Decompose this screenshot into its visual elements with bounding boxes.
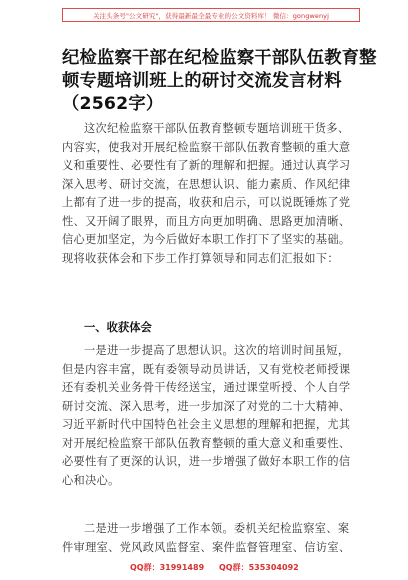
footer <box>0 562 408 576</box>
intro-paragraph <box>62 120 358 268</box>
qq-group-2: QQ群：535304092 <box>219 563 299 572</box>
text-line: 习近平新时代中国特色社会主义思想的理解和把握，尤其 <box>62 418 351 431</box>
text-line: 内容实，使我对开展纪检监察干部队伍教育整顿的重大意 <box>62 140 351 154</box>
text-line: 这次纪检监察干部队伍教育整顿专题培训班干货多、 <box>84 122 350 135</box>
section-heading: 一、收获体会 <box>84 321 152 334</box>
text-line: 还有委机关业务骨干传经送宝，通过课堂听授、个人自学 <box>62 381 351 394</box>
text-line: 心和决心。 <box>62 473 120 487</box>
text-line: 二是进一步增强了工作本领。委机关纪检监察室、案 <box>84 522 350 535</box>
text-line: 上都有了进一步的提高，收获和启示，可以说既锤炼了党 <box>62 196 351 209</box>
text-line: 信心更加坚定，为今后做好本职工作打下了坚实的基础。 <box>62 233 351 246</box>
top-banner <box>62 8 360 22</box>
text-line: 但是内容丰富，既有委领导动员讲话，又有党校老师授课 <box>62 362 351 376</box>
qq-group-1: QQ群：31991489 <box>130 563 205 572</box>
text-line: 性、又开阔了眼界，而且方向更加明确、思路更加清晰、 <box>62 214 351 228</box>
title-line: （2562字） <box>62 94 164 114</box>
text-line: 件审理室、党风政风监督室、案件监督管理室、信访室、 <box>62 540 351 554</box>
banner-text: 关注头条号"公文研究"，获得最新最全最专业的公文资料库！ 微信：gongwenyj <box>92 11 330 20</box>
text-line: 对开展纪检监察干部队伍教育整顿的重大意义和重要性、 <box>62 436 351 450</box>
document-title <box>62 47 377 116</box>
text-line: 研讨交流、深入思考，进一步加深了对党的二十大精神、 <box>62 399 351 413</box>
paragraph-two <box>62 520 358 557</box>
paragraph-one <box>62 342 358 490</box>
text-line: 深入思考、研讨交流，在思想认识、能力素质、作风纪律 <box>62 177 351 191</box>
text-line: 一是进一步提高了思想认识。这次的培训时间虽短， <box>84 344 350 357</box>
title-line: 纪检监察干部在纪检监察干部队伍教育整 <box>62 48 377 68</box>
title-line: 顿专题培训班上的研讨交流发言材料 <box>62 71 342 91</box>
text-line: 现将收获体会和下步工作打算领导和同志们汇报如下： <box>62 251 339 265</box>
text-line: 义和重要性、必要性有了新的理解和把握。通过认真学习 <box>62 159 351 172</box>
text-line: 必要性有了更深的认识，进一步增强了做好本职工作的信 <box>62 455 351 468</box>
